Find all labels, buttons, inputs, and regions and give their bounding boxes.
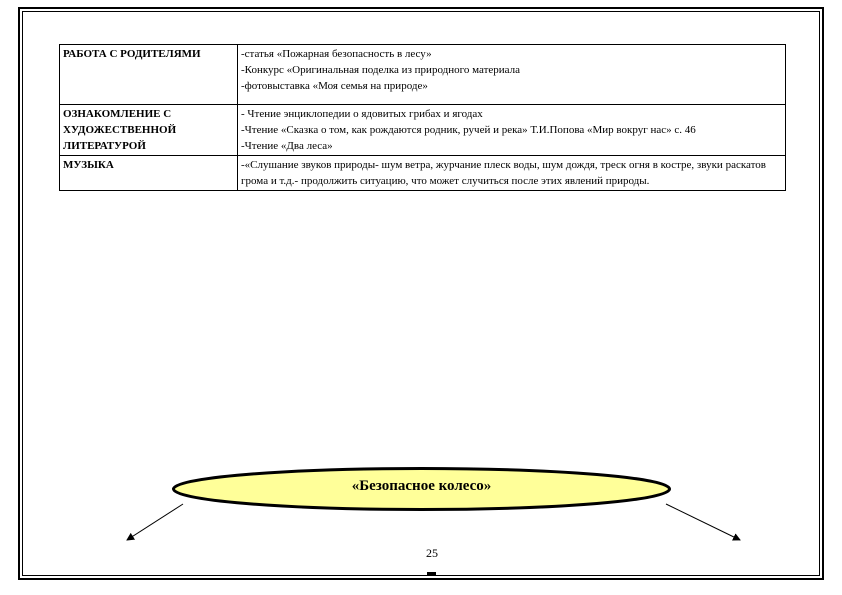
- row-title-line: ОЗНАКОМЛЕНИЕ С: [63, 108, 172, 120]
- row-title-cell: [60, 105, 238, 156]
- row-item: -«Слушание звуков природы- шум ветра, журчание плеск воды, шум дождя, треск огня в костре, звуки раскатов грома и т.д.- продолжить ситуацию, что может случиться после этих явлений природы.: [241, 159, 766, 187]
- row-content-cell: [238, 105, 786, 156]
- row-title-cell: [60, 156, 238, 191]
- diagram-title: «Безопасное колесо»: [351, 478, 492, 494]
- row-item: -фотовыставка «Моя семья на природе»: [241, 80, 428, 92]
- row-item: - Чтение энциклопедии о ядовитых грибах и ягодах: [241, 108, 483, 120]
- page-tick-mark: [427, 572, 436, 575]
- row-title-line: ХУДОЖЕСТВЕННОЙ: [63, 124, 177, 136]
- row-title-line: ЛИТЕРАТУРОЙ: [63, 140, 146, 152]
- row-title-cell: [60, 45, 238, 105]
- table-row: [60, 156, 786, 191]
- row-item: -Чтение «Два леса»: [241, 140, 333, 152]
- row-item: -Чтение «Сказка о том, как рождаются родник, ручей и река» Т.И.Попова «Мир вокруг нас» с. 46: [241, 124, 696, 136]
- table-row: [60, 45, 786, 105]
- row-content-cell: [238, 156, 786, 191]
- page-number: 25: [426, 546, 438, 560]
- row-item: -Конкурс «Оригинальная поделка из природного материала: [241, 64, 521, 76]
- table-row: [60, 105, 786, 156]
- activities-table: [59, 44, 786, 191]
- row-title-line: РАБОТА С РОДИТЕЛЯМИ: [63, 48, 201, 60]
- row-content-cell: [238, 45, 786, 105]
- row-item: -статья «Пожарная безопасность в лесу»: [241, 48, 432, 60]
- row-title-line: МУЗЫКА: [63, 159, 114, 171]
